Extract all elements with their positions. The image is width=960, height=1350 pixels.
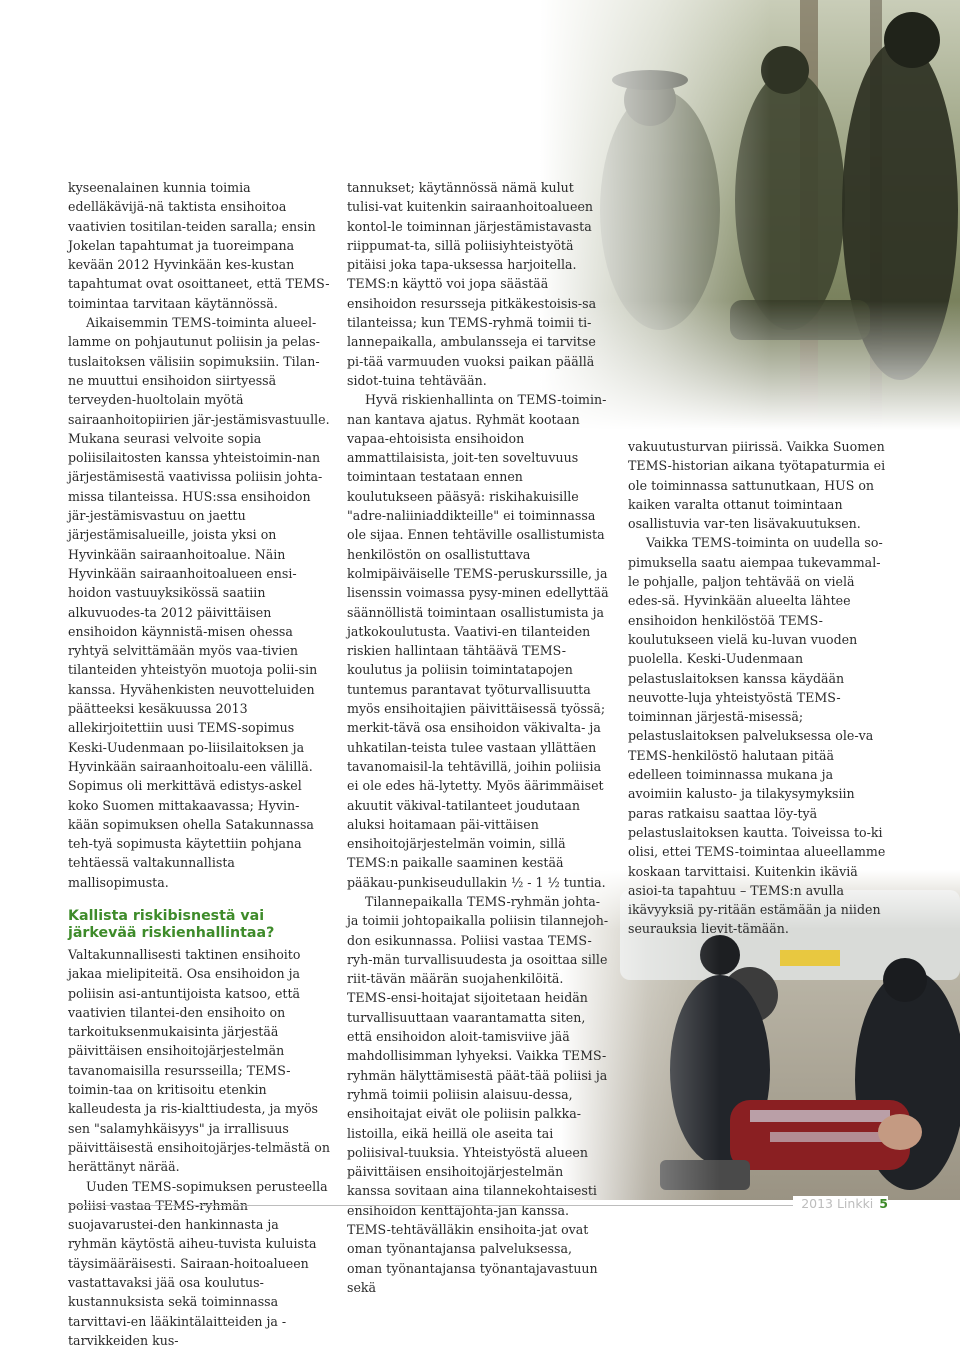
col3-paragraph-1: vakuutusturvan piirissä. Vaikka Suomen TEMS-historian aikana työtapaturmia ei ole toiminnassa sattunutkaan, HUS on kaiken varalta ottanut toimintaan osallistuvia var-ten lisävakuutuksen. (628, 439, 886, 532)
page-footer (0, 1193, 960, 1219)
col2-paragraph-2: Hyvä riskienhallinta on TEMS-toimin-nan kantava ajatus. Ryhmät kootaan vapaa-ehtoisista ensihoidon ammattilaisista, joit-ten soveltuvuus toimintaan testataan ennen koulutukseen pääsyä: riskihakuisille "adre-naliiniaddikteille" ei toiminnassa ole sijaa. Ennen tehtäville osallistumista henkilöstön on osallistuttava kolmipäiväiselle TEMS-peruskurssille, ja lisenssin voimassa pysy-minen edellyttää säännöllistä toimintaan osallistumista ja jatkokoulutusta. Vaativi-en tilanteiden riskien hallintaan tähtäävä TEMS-koulutus ja poliisin toimintatapojen tuntemus parantavat työturvallisuutta myös ensihoitajien päivittäisessä työssä; merkit-tävä osa ensihoidon väkivalta- ja uhkatilan-teista tulee vastaan yllättäen tavanomaisil-la tehtävillä, joihin poliisia ei ole edes hä-lytetty. Myös äärimmäiset akuutit väkival-tatilanteet joudutaan aluksi hoitamaan päi-vittäisen ensihoitojärjestelmän voimin, sillä TEMS:n paikalle saaminen kestää pääkau-punkiseudullakin ½ - 1 ½ tuntia. (347, 392, 609, 890)
footer-rule (70, 1205, 876, 1206)
page-number: 5 (879, 1196, 888, 1211)
footer-issue: 2013 Linkki (801, 1196, 874, 1211)
col2-paragraph-1: tannukset; käytännössä nämä kulut tulisi-vat kuitenkin sairaanhoitoalueen kontol-le toiminnan järjestämistavasta riippumat-ta, sillä poliisiyhteistyötä pitäisi joka tapa-uksessa harjoitella. TEMS:n käyttö voi jopa säästää ensihoidon resursseja pitkäkestoisis-sa tilanteissa; kun TEMS-ryhmä toimii ti-lannepaikalla, ambulansseja ei tarvitse pi-tää varmuuden vuoksi paikan päällä sidot-tuina tehtävään. (347, 180, 597, 388)
footer-label (793, 1196, 888, 1211)
col2-paragraph-3: Tilannepaikalla TEMS-ryhmän johta-ja toimii johtopaikalla poliisin tilannejoh-don esikunnassa. Poliisi vastaa TEMS-ryh-män turvallisuudesta ja osoittaa sille riit-tävän määrän suojahenkilöitä. TEMS-ensi-hoitajat sijoitetaan heidän turvallisuuttaan vaarantamatta siten, että ensihoidon aloit-tamisviive jää mahdollisimman lyhyeksi. Vaikka TEMS-ryhmän hälyttämisestä päät-tää poliisi ja ryhmä toimii poliisin alaisuu-dessa, ensihoitajat eivät ole poliisin palkka-listoilla, eikä heillä ole aseita tai poliisival-tuuksia. Yhteistyöstä alueen päivittäisen ensihoitojärjestelmän kanssa sovitaan aina tilannekohtaisesti ensihoidon kenttäjohta-jan kanssa. TEMS-tehtävälläkin ensihoita-jat ovat oman työnantajansa palveluksessa, oman työnantajansa työnantajavastuun sekä (347, 893, 609, 1295)
text-column-1 (68, 178, 330, 1350)
col1-paragraph-1: kyseenalainen kunnia toimia edelläkävijä-nä taktista ensihoitoa vaativien tositilan-teiden saralla; ensin Jokelan tapahtumat ja tuoreimpana kevään 2012 Hyvinkään kes-kustan tapahtumat ovat osoittaneet, että TEMS-toimintaa tarvitaan käytännössä. (68, 180, 330, 311)
text-column-3 (628, 437, 890, 939)
col1-paragraph-3: Valtakunnallisesti taktinen ensihoito jakaa mielipiteitä. Osa ensihoidon ja poliisin asi-antuntijoista katsoo, että vaativien tilantei-den ensihoito on tarkoituksenmukaisinta järjestää päivittäisen ensihoitojärjestelmän tavanomaisilla resursseilla; TEMS-toimin-taa on kritisoitu etenkin kalleudesta ja ris-kialttiudesta, ja myös sen "salamyhkäisyys" ja irrallisuus päivittäisestä ensihoitojärjes-telmästä on herättänyt närää. (68, 946, 330, 1175)
text-column-2 (347, 178, 609, 1297)
col1-paragraph-4: Uuden TEMS-sopimuksen perusteella poliisi vastaa TEMS-ryhmän suojavarustei-den hankinnasta ja ryhmän käytöstä aiheu-tuvista kuluista täysimääräisesti. Sairaan-hoitoalueen vastattavaksi jää osa koulutus-kustannuksista sekä toiminnassa tarvittavi-en lääkintälaitteiden ja -tarvikkeiden kus- (68, 1178, 328, 1348)
col1-paragraph-2: Aikaisemmin TEMS-toiminta alueel-lamme on pohjautunut poliisin ja pelas-tuslaitoksen välisiin sopimuksiin. Tilan-ne muuttui ensihoidon siirtyessä terveyden-huoltolain myötä sairaanhoitopiirien jär-jestämisvastuulle. Mukana seurasi velvoite sopia poliisilaitosten kanssa yhteistoimin-nan järjestämisestä vaativissa poliisin johta-missa tilanteissa. HUS:ssa ensihoidon jär-jestämisvastuu on jaettu järjestämisalueille, joista yksi on Hyvinkään sairaanhoitoalue. Näin Hyvinkään sairaanhoitoalueen ensi-hoidon vastuuyksikössä saatiin alkuvuodes-ta 2012 päivittäisen ensihoidon käynnistä-misen ohessa ryhtyä selvittämään myös vaa-tivien tilanteiden yhteistyön muotoja polii-sin kanssa. Hyvähenkisten neuvotteluiden päätteeksi kesäkuussa 2013 allekirjoitettiin uusi TEMS-sopimus Keski-Uudenmaan po-liisilaitoksen ja Hyvinkään sairaanhoitoalu-een välillä. Sopimus oli merkittävä edistys-askel koko Suomen mittakaavassa; Hyvin-kään sopimuksen ohella Satakunnassa teh-tyä sopimusta käytettiin pohjana tehtäessä valtakunnallista mallisopimusta. (68, 315, 330, 890)
col3-paragraph-2: Vaikka TEMS-toiminta on uudella so-pimuksella saatu aiempaa tukevammal-le pohjalle, paljon tehtävää on vielä edes-sä. Hyvinkään alueelta lähtee ensihoidon henkilöstöä TEMS-koulutukseen vielä ku-luvan vuoden puolella. Keski-Uudenmaan pelastuslaitoksen kanssa käydään neuvotte-luja yhteistyöstä TEMS-toiminnan järjestä-misessä; pelastuslaitoksen palveluksessa ole-va TEMS-henkilöstö halutaan pitää edelleen toiminnassa mukana ja avoimiin kalusto- ja tilakysymyksiin paras ratkaisu saattaa löy-tyä pelastuslaitoksen kautta. Toiveissa to-ki olisi, ettei TEMS-toimintaa alueellamme koskaan tarvittaisi. Kuitenkin ikäviä asioi-ta tapahtuu – TEMS:n avulla ikävyyksiä py-ritään estämään ja niiden seurauksia lievit-tämään. (628, 535, 886, 937)
section-subheading: Kallista riskibisnestä vai järkevää riskienhallintaa? (68, 907, 275, 942)
